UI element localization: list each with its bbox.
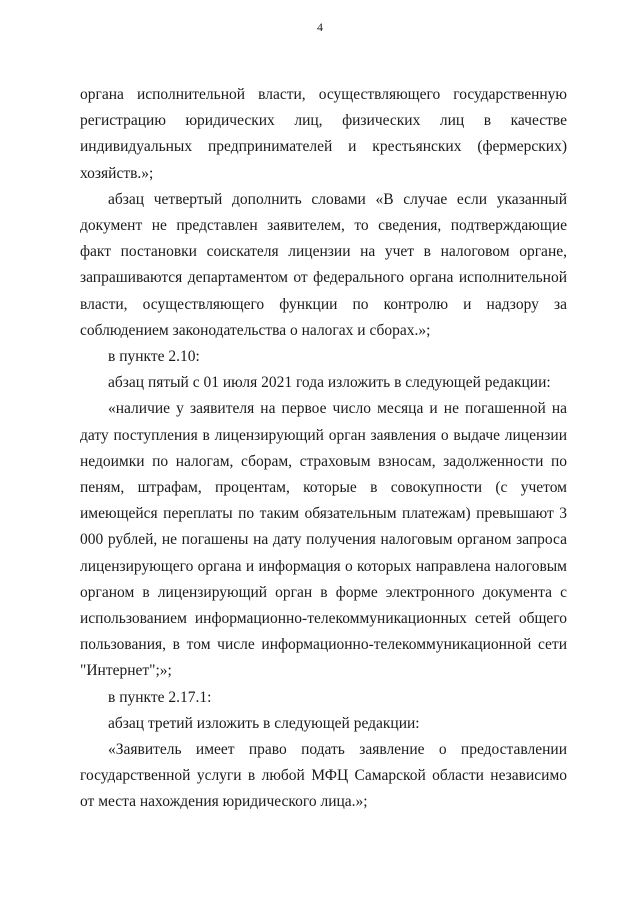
paragraph-continuation: органа исполнительной власти, осуществляющего государственную регистрацию юридических лиц, физических лиц в качестве индивидуальных предпринимателей и крестьянских (фермерских) хозяйств.»; <box>80 86 567 182</box>
paragraph-abzac-5-text: «наличие у заявителя на первое число месяца и не погашенной на дату поступления в лицензирующий орган заявления о выдаче лицензии недоимки по налогам, сборам, страховым взносам, задолженности по пеням, штрафам, процентам, которые в совокупности (с учетом имеющейся переплаты по таким обязательным платежам) превышают 3 000 рублей, не погашены на дату получения налоговым органом запроса лицензирующего органа и информация о которых направлена налоговым органом в лицензирующий орган в форме электронного документа с использованием информационно-телекоммуникационных сетей общего пользования, в том числе информационно-телекоммуникационной сети "Интернет";»; <box>80 400 567 680</box>
paragraph-point-2-10: в пункте 2.10: <box>108 348 200 366</box>
document-body <box>80 82 567 816</box>
paragraph-abzac-3-intro: абзац третий изложить в следующей редакции: <box>108 714 420 732</box>
paragraph-abzac-3-text: «Заявитель имеет право подать заявление о предоставлении государственной услуги в любой МФЦ Самарской области независимо от места нахождения юридического лица.»; <box>80 741 567 811</box>
paragraph-amend-abzac-4: абзац четвертый дополнить словами «В случае если указанный документ не представлен заявителем, то сведения, подтверждающие факт постановки соискателя лицензии на учет в налоговом органе, запрашиваются департаментом от федерального органа исполнительной власти, осуществляющего функции по контролю и надзору за соблюдением законодательства о налогах и сборах.»; <box>80 190 567 339</box>
paragraph-abzac-5-intro: абзац пятый с 01 июля 2021 года изложить в следующей редакции: <box>108 374 551 392</box>
paragraph-point-2-17-1: в пункте 2.17.1: <box>108 688 212 706</box>
page-number: 4 <box>317 20 323 34</box>
